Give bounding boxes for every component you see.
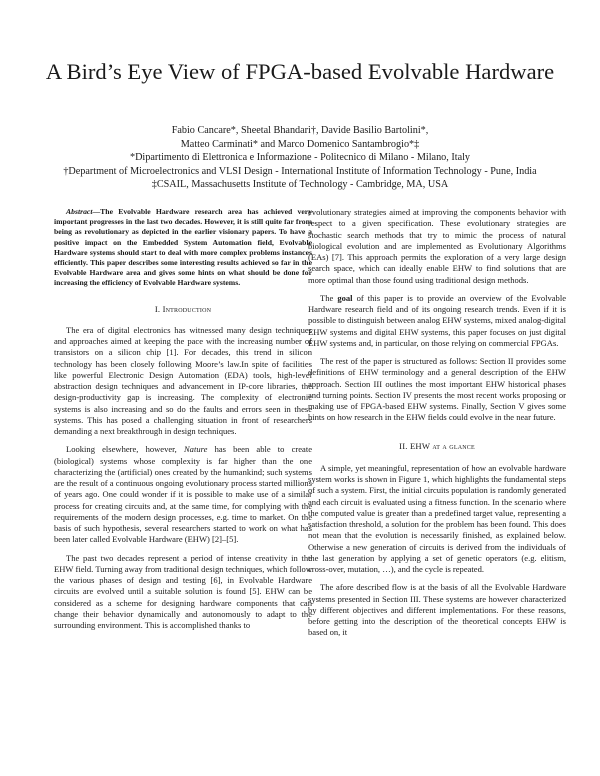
paper-title: A Bird’s Eye View of FPGA-based Evolvable Hardware <box>45 59 555 84</box>
affiliation: *Dipartimento di Elettronica e Informazione - Politecnico di Milano - Milano, Italy <box>129 152 471 163</box>
section-heading-ehw-at-a-glance: II. EHW at a glance <box>399 440 475 451</box>
paragraph: The past two decades represent a period of intense creativity in the EHW field. Turning away from traditional design techniques, which follow the various phases of design and testing [6], in Evolvable Hardware circuits are evolved until a suitable solution is found [5]. EHW can be considered as a scheme for designing hardware components that can change their behavior dynamically and autonomously to adapt to the surrounding environment. This is accomplished thanks to <box>54 552 312 631</box>
left-column <box>54 207 312 631</box>
paragraph: The rest of the paper is structured as follows: Section II provides some definitions of EHW terminology and a general description of the EHW approach. Section III outlines the most important EHW historical phases and turning points. Section IV presents the most recent works proposing or making use of FPGA-based EHW systems. Finally, Section V gives some hints on how research in the EHW fields could evolve in the near future. <box>308 356 566 423</box>
affiliation: ‡CSAIL, Massachusetts Institute of Technology - Cambridge, MA, USA <box>151 179 449 190</box>
section-heading-introduction: I. Introduction <box>154 303 212 314</box>
paragraph: The era of digital electronics has witnessed many design techniques and approaches aimed at keeping the pace with the increasing number of transistors on a silicon chip [1]. For decades, this trend in silicon technology has been closely following Moore’s law.In spite of facilities like powerful Electronic Design Automation (EDA) tools, high-level abstraction design techniques and advancement in IP-core libraries, the design-productivity gap is increasing. The complexity of electronic systems is also increasing and so do the faults and errors seen in these systems. This has posed a challenging situation in front of researchers demanding a next breakthrough in design techniques. <box>54 324 312 437</box>
paragraph: The goal of this paper is to provide an overview of the Evolvable Hardware research field and of its ongoing research trends. Even if it is possible to distinguish between analog EHW systems, mixed analog-digital EHW systems and digital EHW systems, this paper focuses on just digital EHW systems and, in particular, on those relying on commercial FPGAs. <box>308 292 566 348</box>
author-line: Matteo Carminati* and Marco Domenico Santambrogio*‡ <box>180 138 420 150</box>
emphasis: Nature <box>183 444 208 455</box>
author-line: Fabio Cancare*, Sheetal Bhandari†, Davide Basilio Bartolini*, <box>171 125 429 136</box>
abstract-text: —The Evolvable Hardware research area has achieved very important progresses in the last two decades. However, it is still quite far from being as revolutionary as depicted in the earlier visionary papers. To have a positive impact on the Embedded System Automation field, Evolvable Hardware systems should start to deal with more complex problems instances efficiently. This paper describes some interesting results achieved so far in the Evolvable Hardware area and gives some hints on what should be done for increasing the efficiency of Evolvable Hardware systems. <box>54 207 312 288</box>
paragraph: The afore described flow is at the basis of all the Evolvable Hardware systems presented in Section III. These systems are however characterized by different objectives and different implementations. For these reasons, before getting into the description of the theoretical concepts EHW is based on, it <box>308 582 566 638</box>
paragraph: Looking elsewhere, however, Nature has been able to create (biological) systems whose complexity is far higher than the one characterizing the (artificial) ones created by the humankind; such systems are the result of a continuous ongoing evolutionary process started millions of years ago. One could wonder if it is possible to make use of a similar process for creating circuits and, at the same time, for complying with the requirements of the modern design processes, e.g. time to market. On the basis of such hypothesis, several researchers started to work on what has been later called Evolvable Hardware (EHW) [2]–[5]. <box>54 444 312 545</box>
abstract-label: Abstract <box>66 207 93 216</box>
affiliation: †Department of Microelectronics and VLSI Design - International Institute of Information Technology - Pune, India <box>63 165 537 177</box>
author-block <box>40 124 560 192</box>
paragraph: evolutionary strategies aimed at improving the components behavior with respect to a given specification. These evolutionary strategies are stochastic search methods that try to mimic the process of natural biological evolution and are implemented as Evolutionary Algorithms (EAs) [7]. This approach permits the exploration of a very large design search space, which can ideally enable EHW to find solutions that are more optimal than those found using traditional design methods. <box>308 207 566 285</box>
right-column <box>308 207 566 639</box>
paragraph: A simple, yet meaningful, representation of how an evolvable hardware system works is shown in Figure 1, which highlights the fundamental steps of such a system. First, the initial circuits population is randomly generated and each circuit is evaluated using a fitness function. In the scenario where the computed value is greater than a predefined target value, representing a satisfaction threshold, a solution for the problem has been found. This does not mean that the evolution is necessarily finished, as explained below. Otherwise a new generation of circuits is derived from the individuals of the last generation by applying a set of genetic operators (e.g. elitism, cross-over, mutation, …), and the cycle is repeated. <box>308 462 566 574</box>
abstract <box>54 207 312 289</box>
bold-term: goal <box>337 292 353 303</box>
